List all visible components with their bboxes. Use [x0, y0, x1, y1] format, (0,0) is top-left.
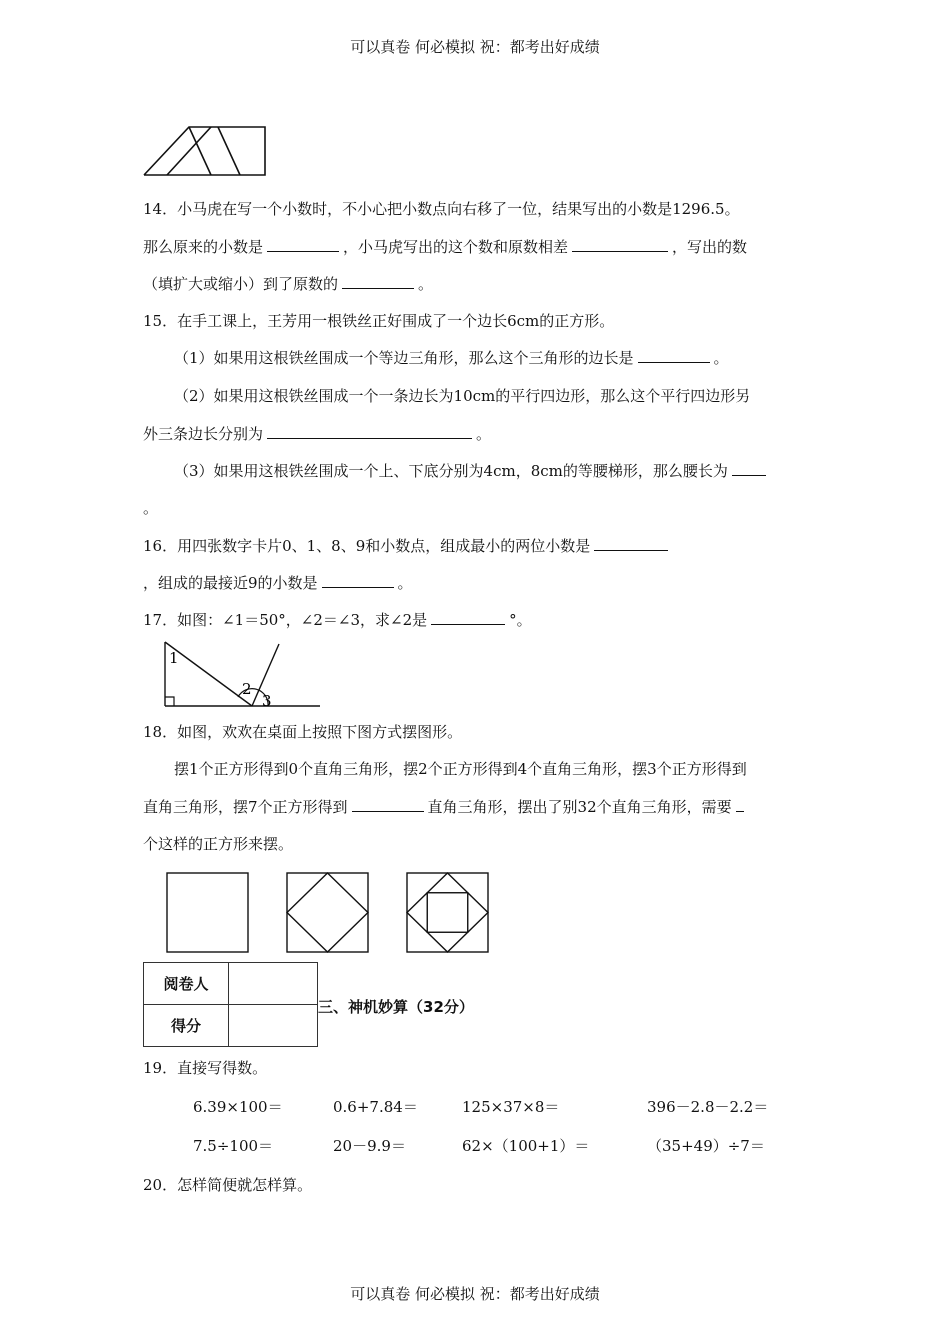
q14-text-e: 。: [418, 275, 434, 293]
q14-blank-times[interactable]: [342, 274, 414, 289]
q15-p2-end: 。: [476, 425, 492, 443]
q19-item: 0.6+7.84＝: [333, 1098, 418, 1116]
q18-line1: 摆1个正方形得到0个直角三角形，摆2个正方形得到4个直角三角形，摆3个正方形得到: [174, 760, 747, 778]
angle-label-3: 3: [262, 692, 272, 710]
q16-line1: [143, 536, 672, 556]
page-footer: 可以真卷 何必模拟 祝：都考出好成绩: [350, 1285, 600, 1303]
q16-text-c: 。: [397, 574, 413, 592]
q15-blank-3[interactable]: [732, 461, 766, 476]
q17-blank[interactable]: [431, 610, 505, 625]
q16-text-a: 16．用四张数字卡片0、1、8、9和小数点，组成最小的两位小数是: [143, 537, 591, 555]
q14-line2: [143, 237, 747, 257]
score-field[interactable]: [229, 1005, 318, 1047]
square-figure-1: [166, 872, 249, 953]
q15-part3-end: 。: [143, 499, 159, 517]
q19-item: 62×（100+1）＝: [462, 1137, 590, 1155]
q18-text-b: 直角三角形，摆出了别32个直角三角形，需要: [427, 798, 732, 816]
square-figure-2: [286, 872, 369, 953]
q19-item: 125×37×8＝: [462, 1098, 560, 1116]
q14-line3: [143, 274, 433, 294]
reviewer-label: 阅卷人: [144, 963, 229, 1005]
q19-item: 7.5÷100＝: [193, 1137, 274, 1155]
parallelogram-figure: [143, 126, 268, 176]
q15-blank-1[interactable]: [638, 348, 710, 363]
q15-p1-text: （1）如果用这根铁丝围成一个等边三角形，那么这个三角形的边长是: [174, 349, 634, 367]
q14-line1: 14．小马虎在写一个小数时，不小心把小数点向右移了一位，结果写出的小数是1296.5。: [143, 200, 740, 218]
q15-blank-2[interactable]: [267, 424, 472, 439]
q19-item: 20－9.9＝: [333, 1137, 406, 1155]
q15-p3-text: （3）如果用这根铁丝围成一个上、下底分别为4cm，8cm的等腰梯形，那么腰长为: [174, 462, 728, 480]
q16-blank-1[interactable]: [594, 536, 668, 551]
q16-line2: [143, 573, 413, 593]
q20-stem: 20．怎样简便就怎样算。: [143, 1176, 313, 1194]
q18-stem: 18．如图，欢欢在桌面上按照下图方式摆图形。: [143, 723, 463, 741]
q15-part3-line1: [174, 461, 770, 481]
q15-p2-text: 外三条边长分别为: [143, 425, 264, 443]
square-figure-3: [406, 872, 489, 953]
reviewer-field[interactable]: [229, 963, 318, 1005]
q17-text-a: 17．如图：∠1＝50°，∠2＝∠3，求∠2是: [143, 611, 428, 629]
q18-line3: 个这样的正方形来摆。: [143, 835, 294, 853]
q18-line2: [143, 797, 748, 817]
q15-part2-line1: （2）如果用这根铁丝围成一个一条边长为10cm的平行四边形，那么这个平行四边形另: [174, 387, 751, 405]
angle-label-1: 1: [169, 649, 179, 667]
q14-blank-difference[interactable]: [572, 237, 668, 252]
q18-blank-1[interactable]: [352, 797, 424, 812]
angle-label-2: 2: [242, 680, 252, 698]
q18-blank-2[interactable]: [736, 797, 744, 812]
q17-text-b: °。: [509, 611, 532, 629]
q14-text-b: ，小马虎写出的这个数和原数相差: [343, 238, 569, 256]
q15-part1: [174, 348, 729, 368]
section-title: 三、神机妙算（32分）: [318, 998, 474, 1016]
q14-text-c: ，写出的数: [672, 238, 748, 256]
grade-box: [143, 962, 318, 1047]
q17-line: [143, 610, 532, 630]
score-label: 得分: [144, 1005, 229, 1047]
q16-blank-2[interactable]: [322, 573, 394, 588]
q19-item: 396－2.8－2.2＝: [647, 1098, 769, 1116]
q14-text-d: （填扩大或缩小）到了原数的: [143, 275, 339, 293]
q15-stem: 15．在手工课上，王芳用一根铁丝正好围成了一个边长6cm的正方形。: [143, 312, 615, 330]
q18-text-a: 直角三角形，摆7个正方形得到: [143, 798, 348, 816]
angle-figure: [160, 640, 325, 710]
q15-p1-end: 。: [713, 349, 729, 367]
q15-part2-line2: [143, 424, 491, 444]
q14-blank-original[interactable]: [267, 237, 339, 252]
q19-item: （35+49）÷7＝: [647, 1137, 765, 1155]
page-header: 可以真卷 何必模拟 祝：都考出好成绩: [350, 38, 600, 56]
q19-stem: 19．直接写得数。: [143, 1059, 268, 1077]
q14-text-a: 那么原来的小数是: [143, 238, 264, 256]
q16-text-b: ，组成的最接近9的小数是: [143, 574, 318, 592]
q19-item: 6.39×100＝: [193, 1098, 283, 1116]
